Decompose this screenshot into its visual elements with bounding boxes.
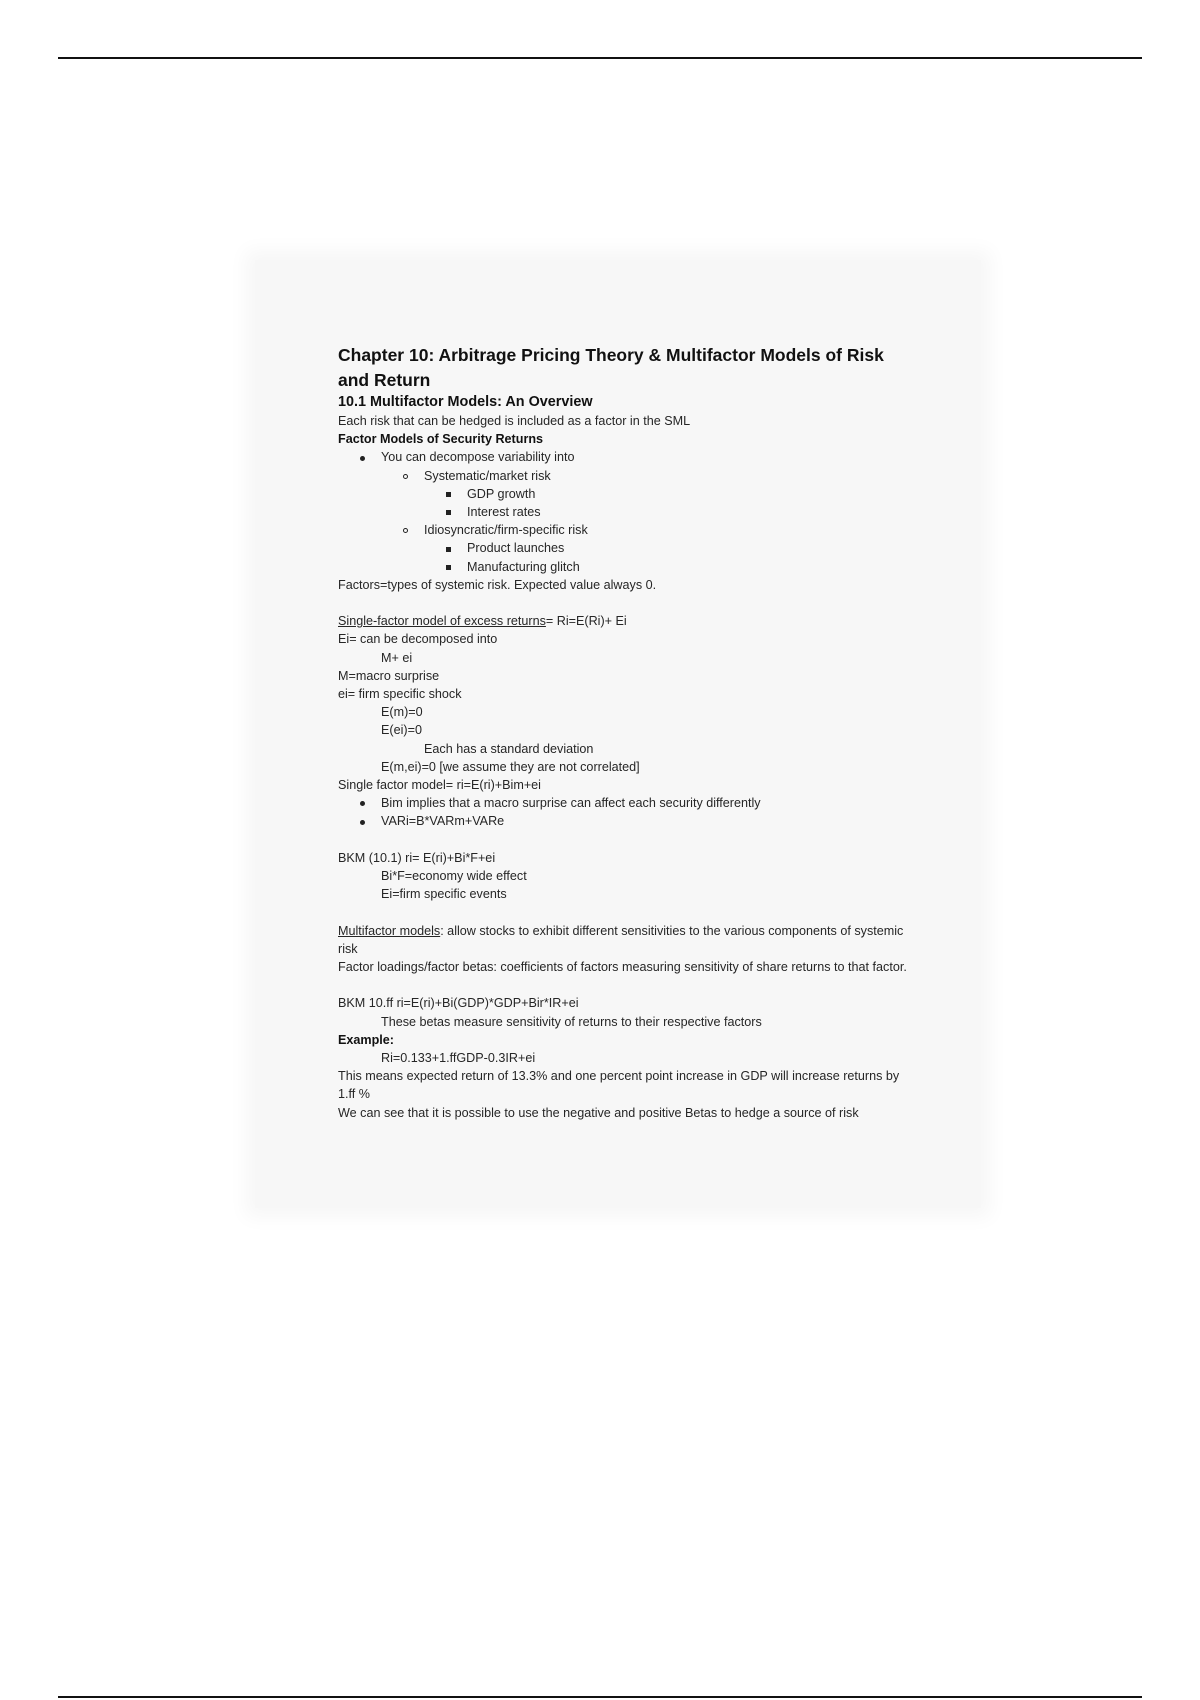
multifactor-paragraph <box>338 922 918 958</box>
ei-decomposed-line: Ei= can be decomposed into <box>338 632 498 647</box>
bkm-101-line: BKM (10.1) ri= E(ri)+Bi*F+ei <box>338 850 496 865</box>
bullet-icon <box>352 794 372 812</box>
section-heading: 10.1 Multifactor Models: An Overview <box>338 394 593 410</box>
means-paragraph: This means expected return of 13.3% and one percent point increase in GDP will increase returns by 1.ff % <box>338 1069 900 1102</box>
single-factor-label: Single-factor model of excess returns <box>338 614 546 629</box>
square-bullet-icon <box>438 558 458 576</box>
factor-loadings-paragraph: Factor loadings/factor betas: coefficients of factors measuring sensitivity of share returns to that factor. <box>338 960 907 975</box>
spacer <box>338 594 918 612</box>
list-item <box>338 503 918 521</box>
spacer <box>338 903 918 921</box>
bottom-rule <box>58 1696 1142 1698</box>
factors-line: Factors=types of systemic risk. Expected value always 0. <box>338 577 657 592</box>
multifactor-label: Multifactor models <box>338 923 441 938</box>
top-rule <box>58 57 1142 59</box>
ei-firm-line: ei= firm specific shock <box>338 687 462 702</box>
example-label: Example: <box>338 1032 394 1047</box>
list-item <box>338 448 918 466</box>
list-item <box>338 794 918 812</box>
single-factor-formula: = Ri=E(Ri)+ Ei <box>545 614 627 629</box>
list-item-label: VARi=B*VARm+VARe <box>381 814 505 829</box>
list-item-label: Systematic/market risk <box>424 468 551 483</box>
list-item-label: Manufacturing glitch <box>467 559 580 574</box>
bullet-icon <box>352 448 372 466</box>
list-item-label: You can decompose variability into <box>381 450 575 465</box>
betas-measure-line: These betas measure sensitivity of returns to their respective factors <box>381 1014 762 1029</box>
m-macro-line: M=macro surprise <box>338 668 440 683</box>
square-bullet-icon <box>438 485 458 503</box>
single-factor-line <box>338 612 918 630</box>
square-bullet-icon <box>438 503 458 521</box>
list-item <box>338 812 918 830</box>
emei-zero-line: E(m,ei)=0 [we assume they are not correlated] <box>381 759 640 774</box>
spacer <box>338 976 918 994</box>
bif-effect-line: Bi*F=economy wide effect <box>381 869 527 884</box>
list-item <box>338 485 918 503</box>
factor-models-heading: Factor Models of Security Returns <box>338 432 544 447</box>
hedge-line: We can see that it is possible to use the negative and positive Betas to hedge a source of risk <box>338 1105 859 1120</box>
chapter-title: Chapter 10: Arbitrage Pricing Theory & Multifactor Models of Risk and Return <box>338 345 884 390</box>
ei-events-line: Ei=firm specific events <box>381 887 507 902</box>
list-item <box>338 467 918 485</box>
single-factor-model-line: Single factor model= ri=E(ri)+Bim+ei <box>338 778 541 793</box>
m-plus-ei-line: M+ ei <box>381 650 413 665</box>
em-zero-line: E(m)=0 <box>381 705 423 720</box>
spacer <box>338 831 918 849</box>
list-item-label: Interest rates <box>467 505 541 520</box>
list-item-label: Idiosyncratic/firm-specific risk <box>424 523 588 538</box>
bullet-icon <box>352 812 372 830</box>
std-dev-line: Each has a standard deviation <box>424 741 594 756</box>
document-body <box>338 343 918 1122</box>
list-item <box>338 539 918 557</box>
circle-bullet-icon <box>395 467 415 485</box>
intro-line: Each risk that can be hedged is included as a factor in the SML <box>338 414 691 428</box>
list-item-label: Bim implies that a macro surprise can affect each security differently <box>381 796 761 811</box>
square-bullet-icon <box>438 539 458 557</box>
list-item <box>338 558 918 576</box>
eei-zero-line: E(ei)=0 <box>381 723 422 738</box>
bkm-10ff-line: BKM 10.ff ri=E(ri)+Bi(GDP)*GDP+Bir*IR+ei <box>338 996 579 1011</box>
example-formula: Ri=0.133+1.ffGDP-0.3IR+ei <box>381 1051 536 1066</box>
list-item <box>338 521 918 539</box>
circle-bullet-icon <box>395 521 415 539</box>
multifactor-text: : allow stocks to exhibit different sensitivities to the various components of systemic risk <box>338 923 904 956</box>
list-item-label: GDP growth <box>467 486 536 501</box>
list-item-label: Product launches <box>467 541 565 556</box>
